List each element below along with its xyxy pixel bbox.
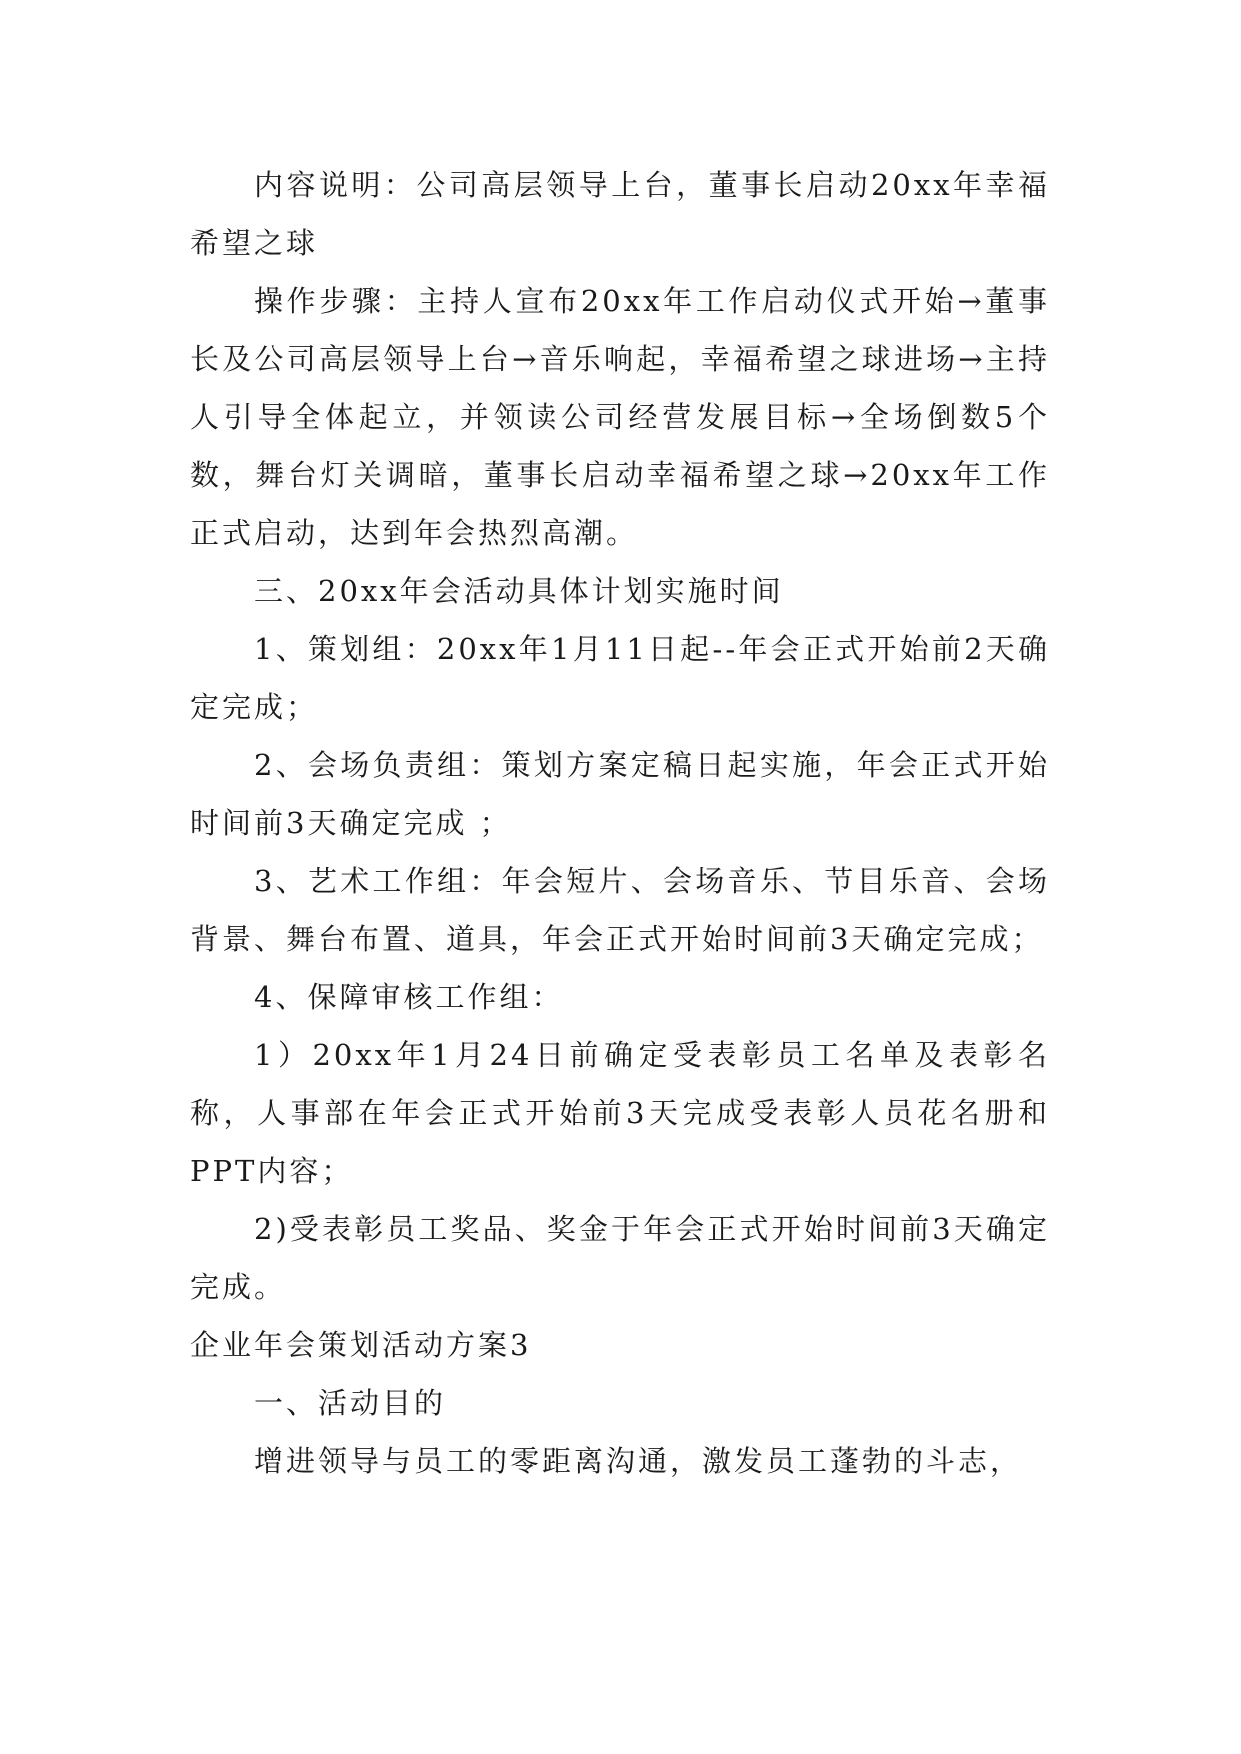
paragraph-content-description: 内容说明：公司高层领导上台，董事长启动20xx年幸福希望之球 <box>190 168 1050 260</box>
section-title-plan-3: 企业年会策划活动方案3 <box>190 1328 532 1362</box>
paragraph-support-group: 4、保障审核工作组： <box>254 980 564 1014</box>
paragraph-operation-steps: 操作步骤：主持人宣布20xx年工作启动仪式开始→董事长及公司高层领导上台→音乐响起，幸福希望之球进场→主持人引导全体起立，并领读公司经营发展目标→全场倒数5个数，舞台灯关调暗，董事长启动幸福希望之球→20xx年工作正式启动，达到年会热烈高潮。 <box>190 284 1050 550</box>
paragraph-section-three-heading: 三、20xx年会活动具体计划实施时间 <box>254 574 784 608</box>
paragraph-activity-purpose-body: 增进领导与员工的零距离沟通，激发员工蓬勃的斗志， <box>254 1444 1023 1478</box>
paragraph-art-group: 3、艺术工作组：年会短片、会场音乐、节目乐音、会场背景、舞台布置、道具，年会正式开始时间前3天确定完成； <box>190 864 1050 956</box>
paragraph-venue-group: 2、会场负责组：策划方案定稿日起实施，年会正式开始时间前3天确定完成 ； <box>190 748 1050 840</box>
paragraph-planning-group: 1、策划组：20xx年1月11日起--年会正式开始前2天确定完成； <box>190 632 1050 724</box>
paragraph-support-item-2: 2)受表彰员工奖品、奖金于年会正式开始时间前3天确定完成。 <box>190 1212 1050 1304</box>
paragraph-support-item-1: 1）20xx年1月24日前确定受表彰员工名单及表彰名称，人事部在年会正式开始前3天完成受表彰人员花名册和PPT内容； <box>190 1038 1050 1188</box>
document-body <box>190 156 1050 1490</box>
paragraph-activity-purpose-heading: 一、活动目的 <box>254 1386 447 1420</box>
